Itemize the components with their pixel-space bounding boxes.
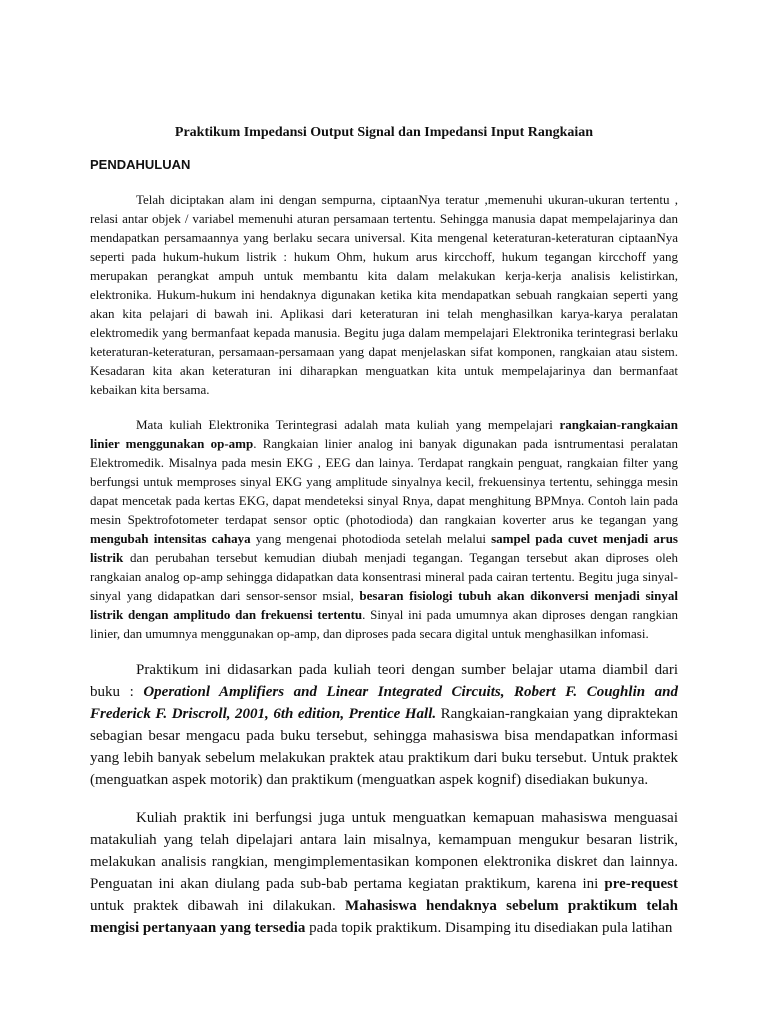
text-segment: Mata kuliah Elektronika Terintegrasi adalah mata kuliah yang mempelajari <box>136 417 560 432</box>
paragraph-intro <box>90 190 678 399</box>
emphasis-segment: Mahasiswa hendaknya sebelum praktikum telah mengisi pertanyaan yang tersedia <box>90 898 678 936</box>
paragraph-reference <box>90 659 678 791</box>
text-segment: Kuliah praktik ini berfungsi juga untuk menguatkan kemapuan mahasiswa menguasai matakuliah yang telah dipelajari antara lain misalnya, kemampuan mengukur besaran listrik, melakukan analisis rangkian, mengimplementasikan komponen elektronika diskret dan lainnya. Penguatan ini akan diulang pada sub-bab pertama kegiatan praktikum, karena ini <box>90 810 678 892</box>
text-segment: untuk praktek dibawah ini dilakukan. <box>90 898 346 914</box>
text-segment: yang mengenai photodioda setelah melalui <box>250 531 492 546</box>
text-segment: Praktikum ini didasarkan pada kuliah teori dengan sumber belajar utama diambil dari buku : <box>90 662 678 700</box>
text-segment: Rangkaian-rangkaian yang dipraktekan sebagian besar mengacu pada buku tersebut, sehingga mahasiswa bisa mendapatkan informasi yang lebih banyak sebelum melakukan praktek atau praktikum dari buku tersebut. Untuk praktek (menguatkan aspek motorik) dan praktikum (menguatkan aspek kognif) disediakan bukunya. <box>90 706 678 788</box>
emphasis-segment: Operationl Amplifiers and Linear Integrated Circuits, Robert F. Coughlin and Frederick F. Driscroll, 2001, 6th edition, Prentice Hall. <box>90 684 678 722</box>
document-page <box>90 124 678 955</box>
paragraph-course <box>90 415 678 643</box>
emphasis-segment: sampel pada cuvet menjadi arus listrik <box>90 531 678 565</box>
document-title: Praktikum Impedansi Output Signal dan Impedansi Input Rangkaian <box>174 125 594 140</box>
section-heading: PENDAHULUAN <box>90 157 191 172</box>
text-segment: . Rangkaian linier analog ini banyak digunakan pada isntrumentasi peralatan Elektromedik. Misalnya pada mesin EKG , EEG dan lainya. Terdapat rangkain penguat, rangkaian filter yang berfungsi untuk memproses sinyal EKG yang amplitude sinyalnya kecil, frekuensinya tertentu, sehingga mesin dapat mencetak pada kertas EKG, dapat mendeteksi sinyal Rnya, dapat menghitung BPMnya. Contoh lain pada mesin Spektrofotometer terdapat sensor optic (photodioda) dan rangkaian koverter arus ke tegangan yang <box>90 436 678 527</box>
text-segment: . Sinyal ini pada umumnya akan diproses dengan rangkian linier, dan umumnya menggunakan op-amp, dan diproses pada secara digital untuk menghasilkan infomasi. <box>90 607 678 641</box>
text-segment: pada topik praktikum. Disamping itu disediakan pula latihan <box>305 920 673 936</box>
emphasis-segment: rangkaian-rangkaian linier menggunakan op-amp <box>90 417 678 451</box>
emphasis-segment: pre-request <box>604 876 678 892</box>
emphasis-segment: mengubah intensitas cahaya <box>90 531 251 546</box>
paragraph-practice <box>90 807 678 939</box>
paragraph-list <box>90 190 678 939</box>
text-segment: Telah diciptakan alam ini dengan sempurna, ciptaanNya teratur ,memenuhi ukuran-ukuran tertentu , relasi antar objek / variabel memenuhi aturan persamaan tertentu. Sehingga manusia dapat mempelajarinya dan mendapatkan persamaannya yang berlaku secara universal. Kita mengenal keteraturan-keteraturan ciptaanNya seperti pada hukum-hukum listrik : hukum Ohm, hukum arus kircchoff, hukum tegangan kircchoff yang merupakan perangkat ampuh untuk membantu kita dalam melakukan kerja-kerja analisis kelistirkan, elektronika. Hukum-hukum ini hendaknya digunakan ketika kita mendapatkan sebuah rangkaian seperti yang akan kita pelajari di bawah ini. Aplikasi dari keteraturan ini telah menghasilkan karya-karya peralatan elektromedik yang bermanfaat kepada manusia. Begitu juga dalam mempelajari Elektronika terintegrasi berlaku keteraturan-keteraturan, persamaan-persamaan yang dapat menjelaskan sifat komponen, rangkaian atau sistem. Kesadaran kita akan keteraturan ini diharapkan menguatkan kita untuk mempelajarinya dan bermanfaat kebaikan kita bersama. <box>90 192 678 397</box>
emphasis-segment: besaran fisiologi tubuh akan dikonversi menjadi sinyal listrik dengan amplitudo dan frekuensi tertentu <box>90 588 678 622</box>
text-segment: dan perubahan tersebut kemudian diubah menjadi tegangan. Tegangan tersebut akan diproses oleh rangkaian analog op-amp sehingga didapatkan data konsentrasi mineral pada cairan tertentu. Begitu juga sinyal-sinyal yang didapatkan dari sensor-sensor msial, <box>90 550 678 603</box>
